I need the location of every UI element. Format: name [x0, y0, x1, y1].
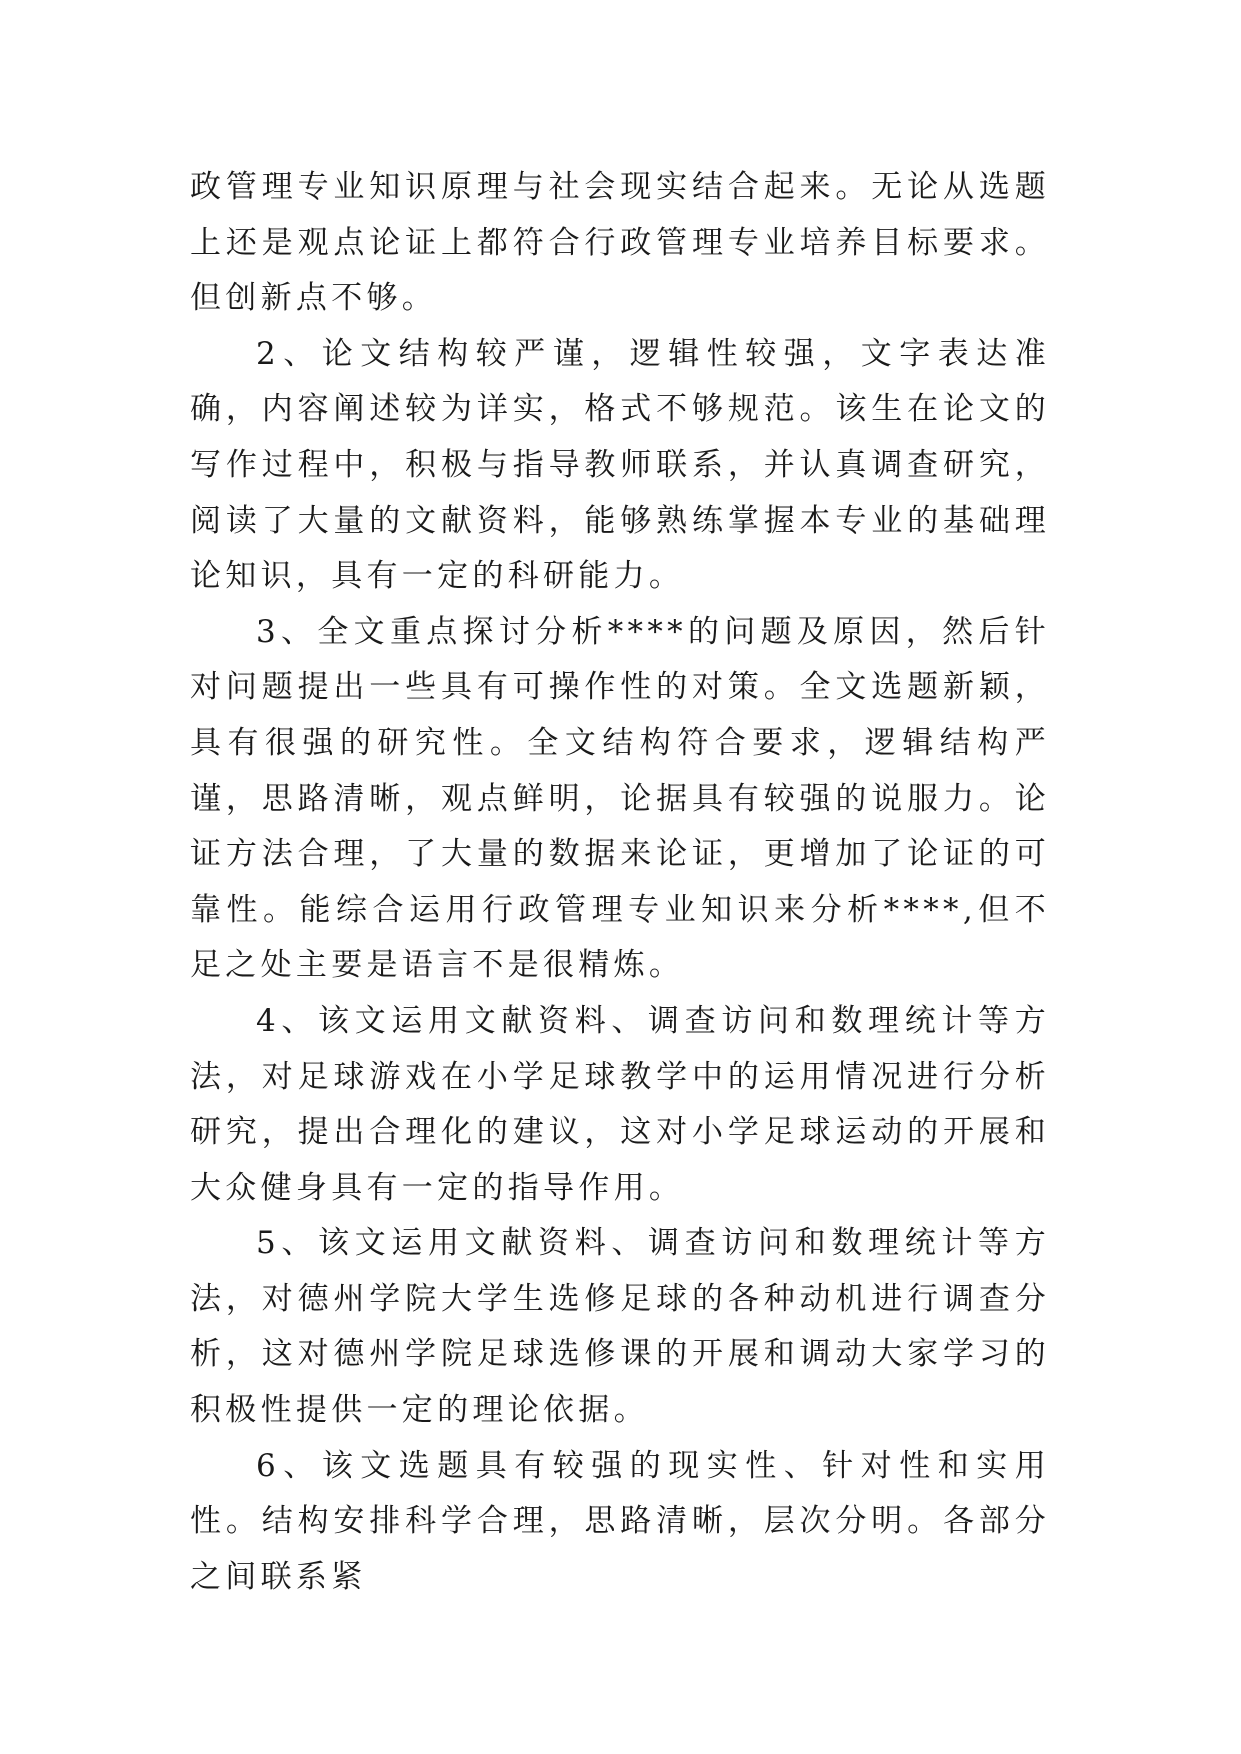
paragraph-item-2: 2、论文结构较严谨，逻辑性较强，文字表达准确，内容阐述较为详实，格式不够规范。该生在论文的写作过程中，积极与指导教师联系，并认真调查研究，阅读了大量的文献资料，能够熟练掌握本专业的基础理论知识，具有一定的科研能力。	[190, 335, 1050, 595]
document-body	[190, 160, 1050, 1605]
paragraph-item-6: 6、该文选题具有较强的现实性、针对性和实用性。结构安排科学合理，思路清晰，层次分明。各部分之间联系紧	[190, 1447, 1050, 1595]
paragraph-item-5: 5、该文运用文献资料、调查访问和数理统计等方法，对德州学院大学生选修足球的各种动机进行调查分析，这对德州学院足球选修课的开展和调动大家学习的积极性提供一定的理论依据。	[190, 1225, 1050, 1429]
paragraph-continuation: 政管理专业知识原理与社会现实结合起来。无论从选题上还是观点论证上都符合行政管理专业培养目标要求。但创新点不够。	[190, 169, 1050, 317]
paragraph-item-4: 4、该文运用文献资料、调查访问和数理统计等方法，对足球游戏在小学足球教学中的运用情况进行分析研究，提出合理化的建议，这对小学足球运动的开展和大众健身具有一定的指导作用。	[190, 1002, 1050, 1206]
paragraph-item-3: 3、全文重点探讨分析****的问题及原因，然后针对问题提出一些具有可操作性的对策。全文选题新颖，具有很强的研究性。全文结构符合要求，逻辑结构严谨，思路清晰，观点鲜明，论据具有较强的说服力。论证方法合理，了大量的数据来论证，更增加了论证的可靠性。能综合运用行政管理专业知识来分析****,但不足之处主要是语言不是很精炼。	[190, 613, 1050, 984]
